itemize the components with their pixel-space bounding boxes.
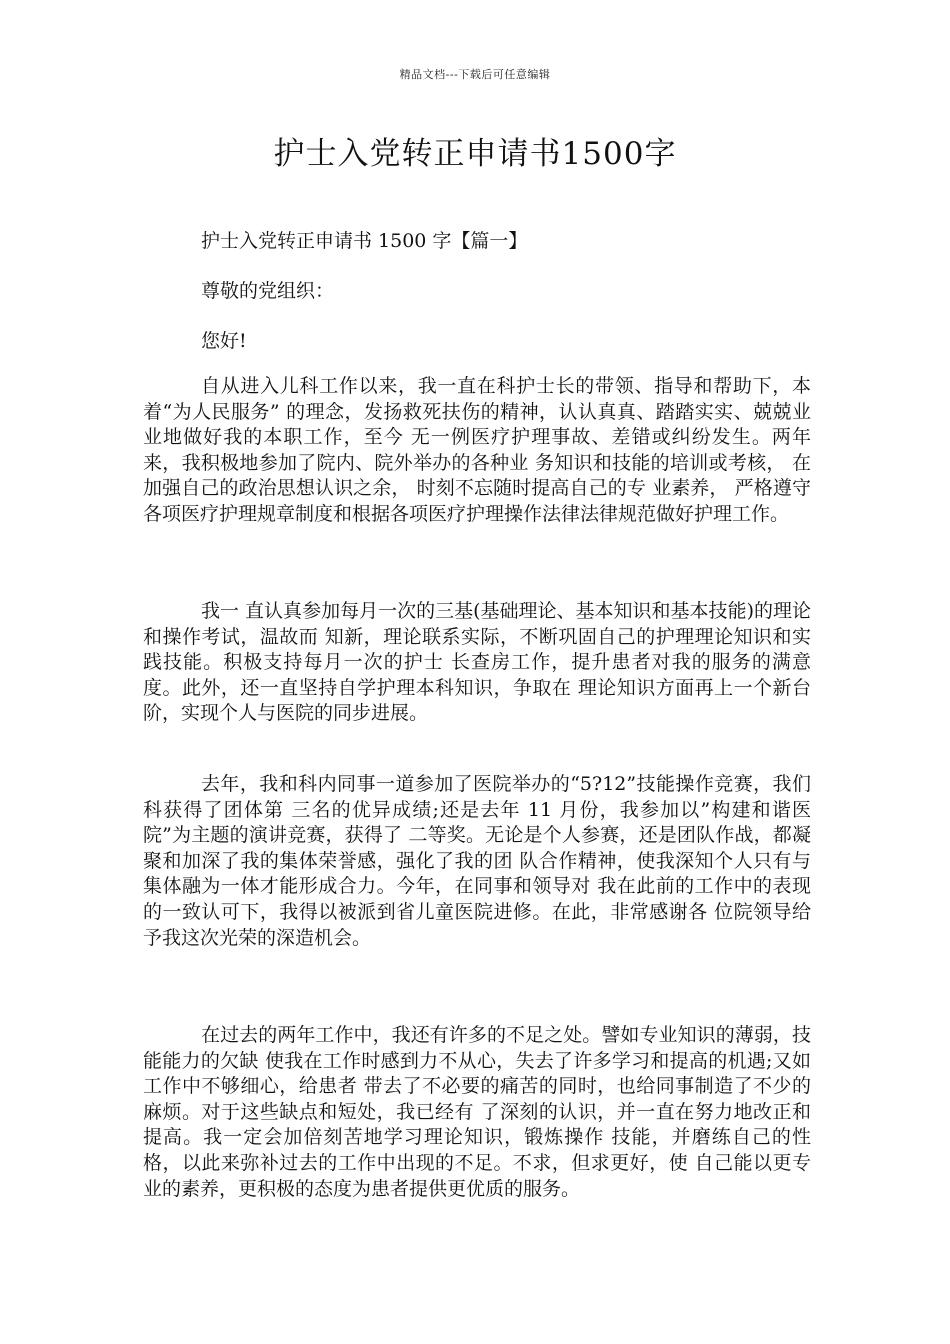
- section-heading: 护士入党转正申请书 1500 字【篇一】: [201, 230, 528, 252]
- body-paragraph-4: 在过去的两年工作中，我还有许多的不足之处。譬如专业知识的薄弱，技能能力的欠缺 使我在工作时感到力不从心，失去了许多学习和提高的机遇;又如工作中不够细心，给患者 带去了不必要的痛苦的同时，也给同事制造了不少的麻烦。对于这些缺点和短处，我已经有 了深刻的认识，并一直在努力地改正和提高。我一定会加倍刻苦地学习理论知识，锻炼操作 技能，并磨练自己的性格，以此来弥补过去的工作中出现的不足。不求，但求更好，使 自己能以更专业的素养，更积极的态度为患者提供更优质的服务。: [143, 1024, 811, 1200]
- body-paragraph-1: 自从进入儿科工作以来，我一直在科护士长的带领、指导和帮助下，本着“为人民服务” 的理念，发扬救死扶伤的精神，认认真真、踏踏实实、兢兢业业地做好我的本职工作，至今 无一例医疗护理事故、差错或纠纷发生。两年来，我积极地参加了院内、院外举办的各种业 务知识和技能的培训或考核， 在加强自己的政治思想认识之余， 时刻不忘随时提高自己的专 业素养， 严格遵守各项医疗护理规章制度和根据各项医疗护理操作法律法律规范做好护理工作。: [143, 375, 811, 525]
- body-paragraph-2: 我一 直认真参加每月一次的三基(基础理论、基本知识和基本技能)的理论和操作考试，温故而 知新，理论联系实际，不断巩固自己的护理理论知识和实践技能。积极支持每月一次的护士 长查房工作，提升患者对我的服务的满意度。此外，还一直坚持自学护理本科知识，争取在 理论知识方面再上一个新台阶，实现个人与医院的同步进展。: [143, 600, 811, 725]
- body-paragraph-3: 去年，我和科内同事一道参加了医院举办的“5?12”技能操作竞赛，我们科获得了团体第 三名的优异成绩;还是去年 11 月份，我参加以”构建和谐医院”为主题的演讲竞赛，获得了 二等奖。无论是个人参赛，还是团队作战，都凝聚和加深了我的集体荣誉感，强化了我的团 队合作精神，使我深知个人只有与集体融为一体才能形成合力。今年，在同事和领导对 我在此前的工作中的表现的一致认可下，我得以被派到省儿童医院进修。在此，非常感谢各 位院领导给予我这次光荣的深造机会。: [143, 773, 811, 949]
- header-note: 精品文档---下载后可任意编辑: [399, 68, 551, 81]
- greeting: 您好!: [201, 330, 247, 352]
- salutation: 尊敬的党组织：: [201, 280, 335, 302]
- document-title: 护士入党转正申请书1500字: [273, 136, 677, 172]
